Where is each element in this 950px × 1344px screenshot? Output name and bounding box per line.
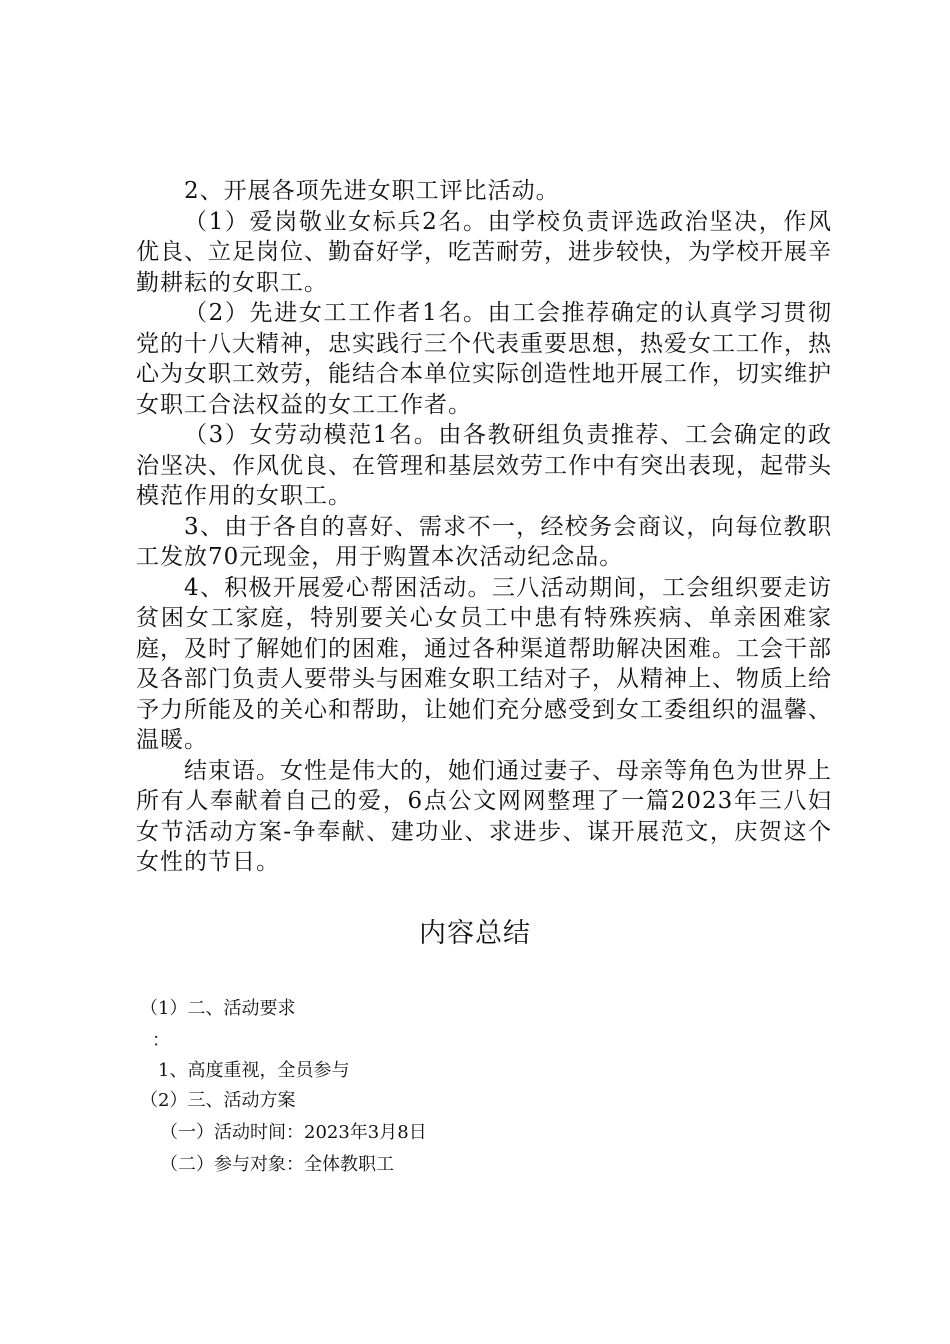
summary-item-attention: 1、高度重视，全员参与 (158, 1060, 350, 1081)
summary-item-plan: （2）三、活动方案 (140, 1090, 296, 1111)
paragraph-advanced-worker-award: （2）先进女工工作者1名。由工会推荐确定的认真学习贯彻党的十八大精神，忠实践行三个代表重要思想，热爱女工工作，热心为女职工效劳，能结合本单位实际创造性地开展工作，切实维护女职工合法权益的女工工作者。 (136, 300, 832, 418)
summary-item-requirements: （1）二、活动要求 (140, 998, 296, 1019)
body-text (136, 176, 832, 878)
summary-item-colon: ： (152, 1030, 170, 1051)
paragraph-labor-model-award: （3）女劳动模范1名。由各教研组负责推荐、工会确定的政治坚决、作风优良、在管理和基层效劳工作中有突出表现，起带头模范作用的女职工。 (136, 422, 832, 509)
summary-item-time: （一）活动时间：2023年3月8日 (160, 1122, 427, 1143)
paragraph-assistance-activity: 4、积极开展爱心帮困活动。三八活动期间，工会组织要走访贫困女工家庭，特别要关心女员工中患有特殊疾病、单亲困难家庭，及时了解她们的困难，通过各种渠道帮助解决困难。工会干部及各部门负责人要带头与困难女职工结对子，从精神上、物质上给予力所能及的关心和帮助，让她们充分感受到女工委组织的温馨、温暖。 (136, 574, 832, 753)
paragraph-model-worker-award: （1）爱岗敬业女标兵2名。由学校负责评选政治坚决，作风优良、立足岗位、勤奋好学，吃苦耐劳，进步较快，为学校开展辛勤耕耘的女职工。 (136, 208, 832, 296)
paragraph-selection-activity: 2、开展各项先进女职工评比活动。 (184, 178, 560, 204)
paragraph-cash-gift: 3、由于各自的喜好、需求不一，经校务会商议，向每位教职工发放70元现金，用于购置本次活动纪念品。 (136, 513, 832, 570)
summary-item-participants: （二）参与对象：全体教职工 (160, 1154, 394, 1175)
paragraph-conclusion: 结束语。女性是伟大的，她们通过妻子、母亲等角色为世界上所有人奉献着自己的爱，6点公文网网整理了一篇2023年三八妇女节活动方案-争奉献、建功业、求进步、谋开展范文，庆贺这个女性的节日。 (136, 757, 832, 875)
summary-title: 内容总结 (419, 918, 531, 949)
